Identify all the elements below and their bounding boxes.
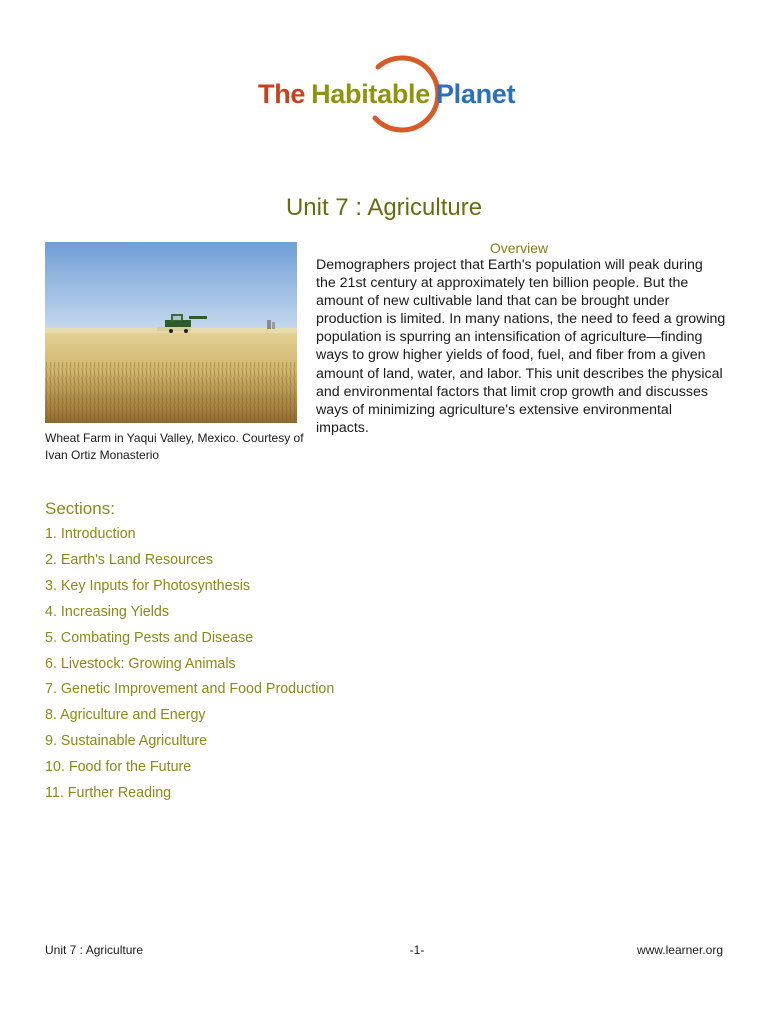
section-link-agriculture-energy[interactable]: 8. Agriculture and Energy: [45, 707, 206, 724]
section-link-food-future[interactable]: 10. Food for the Future: [45, 759, 192, 776]
footer-unit-title: Unit 7 : Agriculture: [45, 943, 144, 957]
section-link-sustainable-agriculture[interactable]: 9. Sustainable Agriculture: [45, 733, 208, 750]
logo-word-the: The: [258, 79, 306, 109]
section-link-increasing-yields[interactable]: 4. Increasing Yields: [45, 603, 169, 620]
sections-heading: Sections:: [45, 499, 115, 518]
section-link-livestock[interactable]: 6. Livestock: Growing Animals: [45, 655, 236, 672]
sections-list: [45, 522, 334, 807]
photo-caption: Wheat Farm in Yaqui Valley, Mexico. Courtesy of Ivan Ortiz Monasterio: [45, 431, 304, 462]
section-link-further-reading[interactable]: 11. Further Reading: [45, 785, 172, 802]
section-link-genetic-improvement[interactable]: 7. Genetic Improvement and Food Production: [45, 681, 335, 698]
logo-wordmark: [258, 79, 515, 109]
logo-word-planet: Planet: [435, 79, 516, 109]
section-link-photosynthesis[interactable]: 3. Key Inputs for Photosynthesis: [45, 577, 251, 594]
wheat-field-combine-harvester-icon: [45, 242, 297, 423]
section-link-introduction[interactable]: 1. Introduction: [45, 526, 136, 542]
logo: [250, 46, 520, 142]
footer-website: www.learner.org: [636, 943, 723, 957]
overview-heading: Overview: [489, 240, 549, 256]
section-link-land-resources[interactable]: 2. Earth's Land Resources: [45, 551, 214, 568]
footer-page-number: -1-: [409, 943, 425, 957]
logo-word-habitable: Habitable: [311, 79, 430, 109]
overview-text: Demographers project that Earth's population will peak during the 21st century at approximately ten billion people. But the amount of new cultivable land that can be brought under production is limited. In many nations, the need to feed a growing population is spurring an intensification of agriculture—finding ways to grow higher yields of food, fuel, and fiber from a given amount of land, water, and labor. This unit describes the physical and environmental factors that limit crop growth and discusses ways of minimizing agriculture's extensive environmental impacts.: [316, 257, 726, 436]
wheat-field-photo: [45, 242, 297, 423]
page-footer: [45, 943, 723, 961]
page-title: Unit 7 : Agriculture: [285, 194, 483, 221]
section-link-pests-disease[interactable]: 5. Combating Pests and Disease: [45, 629, 254, 646]
